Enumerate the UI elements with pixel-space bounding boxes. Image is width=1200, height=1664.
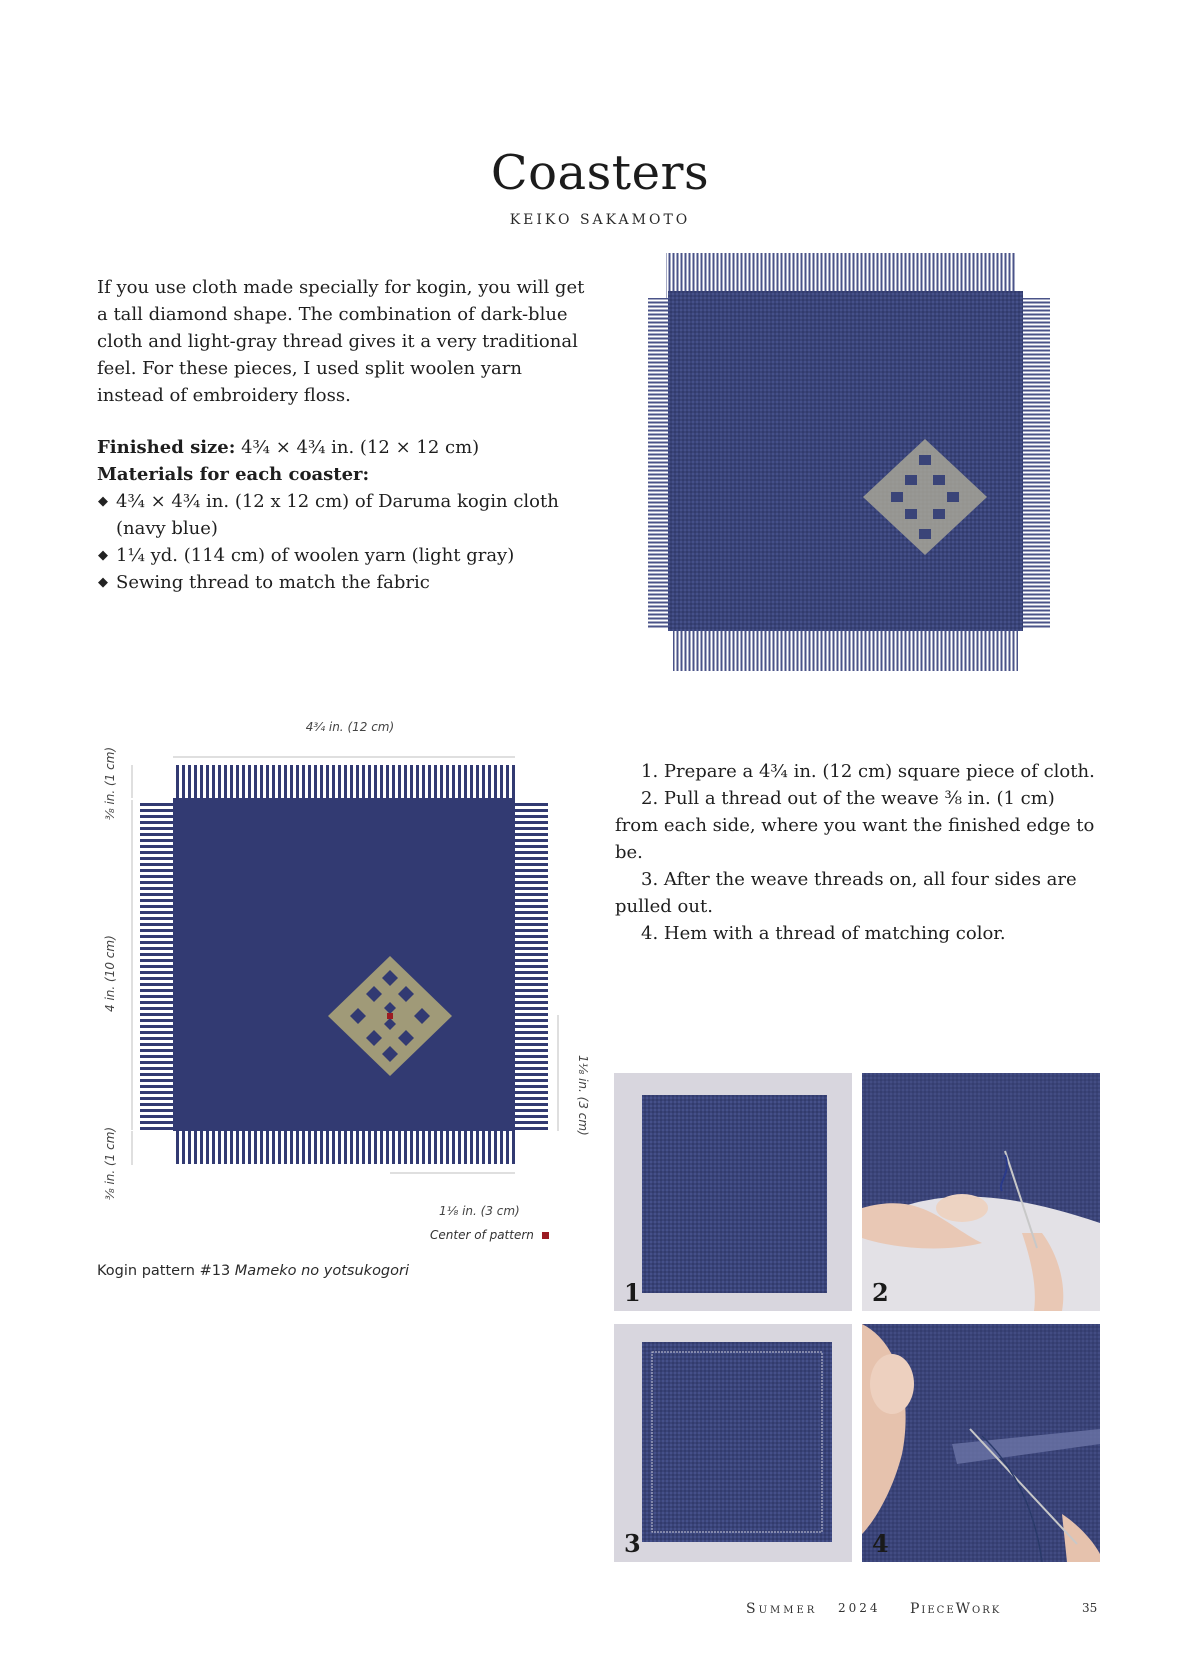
specifications <box>97 434 597 596</box>
finished-size <box>97 434 597 461</box>
center-square-icon <box>542 1232 549 1239</box>
pattern-center-marker <box>387 1013 393 1019</box>
materials-list <box>97 488 597 596</box>
caption-pattern-name: Mameko no yotsukogori <box>234 1263 410 1279</box>
step-photo-2 <box>862 1073 1100 1311</box>
step-photo-3 <box>614 1324 852 1562</box>
footer-year: 2024 <box>838 1601 881 1615</box>
material-text: 1¼ yd. (114 cm) of woolen yarn (light gray) <box>116 545 515 566</box>
list-item <box>97 542 597 569</box>
center-of-pattern-legend <box>430 1228 549 1242</box>
finished-size-label: Finished size: <box>97 437 236 458</box>
step-photo-4 <box>862 1324 1100 1562</box>
fringe-bottom <box>173 1131 515 1164</box>
list-item <box>97 569 597 596</box>
step-photo-1 <box>614 1073 852 1311</box>
diagram-caption <box>97 1263 409 1279</box>
article-author: KEIKO SAKAMOTO <box>509 212 691 228</box>
fringe-right <box>515 800 548 1130</box>
dimension-bottom: 1¹⁄₈ in. (3 cm) <box>439 1204 520 1218</box>
dimension-left-middle: 4 in. (10 cm) <box>103 935 117 1012</box>
step-text: 1. Prepare a 4¾ in. (12 cm) square piece of cloth. <box>641 761 1095 782</box>
pattern-diagram <box>128 755 568 1175</box>
caption-prefix: Kogin pattern #13 <box>97 1263 235 1279</box>
center-label: Center of pattern <box>430 1228 534 1242</box>
dimension-left-bottom: ³⁄₈ in. (1 cm) <box>103 1126 117 1200</box>
material-text: Sewing thread to match the fabric <box>116 572 430 593</box>
materials-label: Materials for each coaster: <box>97 464 370 485</box>
step-number: 1 <box>624 1278 641 1307</box>
material-text: 4¾ × 4¾ in. (12 x 12 cm) of Daruma kogin cloth (navy blue) <box>116 491 559 539</box>
article-title: Coasters <box>490 145 710 201</box>
dimension-top: 4³⁄₄ in. (12 cm) <box>305 720 395 734</box>
footer-magazine: PieceWork <box>910 1601 1002 1617</box>
cloth-square <box>173 798 515 1131</box>
bullet-diamond-icon: ◆ <box>98 494 108 509</box>
instructions <box>615 758 1095 947</box>
step-text: 3. After the weave threads on, all four sides are pulled out. <box>615 869 1077 917</box>
footer-season: Summer <box>746 1601 818 1617</box>
fringe-top <box>173 765 515 798</box>
finished-size-value: 4¾ × 4¾ in. (12 × 12 cm) <box>235 437 480 458</box>
coaster-photo <box>648 253 1068 673</box>
page-number: 35 <box>1082 1601 1098 1615</box>
bullet-diamond-icon: ◆ <box>98 575 108 590</box>
step-text: 4. Hem with a thread of matching color. <box>641 923 1006 944</box>
intro-paragraph: If you use cloth made specially for kogin, you will get a tall diamond shape. The combination of dark-blue cloth and light-gray thread gives it a very traditional feel. For these pieces, I used split woolen yarn instead of embroidery floss. <box>97 277 585 406</box>
step-number: 2 <box>872 1278 889 1307</box>
dimension-left-top: ³⁄₈ in. (1 cm) <box>103 746 117 820</box>
bullet-diamond-icon: ◆ <box>98 548 108 563</box>
dimension-right: 1¹⁄₈ in. (3 cm) <box>576 1055 590 1136</box>
fringe-left <box>140 800 173 1130</box>
step-number: 4 <box>872 1529 889 1558</box>
materials-heading <box>97 461 597 488</box>
step-text: 2. Pull a thread out of the weave ³⁄₈ in. (1 cm) from each side, where you want the finished edge to be. <box>615 788 1095 863</box>
list-item <box>97 488 597 542</box>
step-number: 3 <box>624 1529 641 1558</box>
